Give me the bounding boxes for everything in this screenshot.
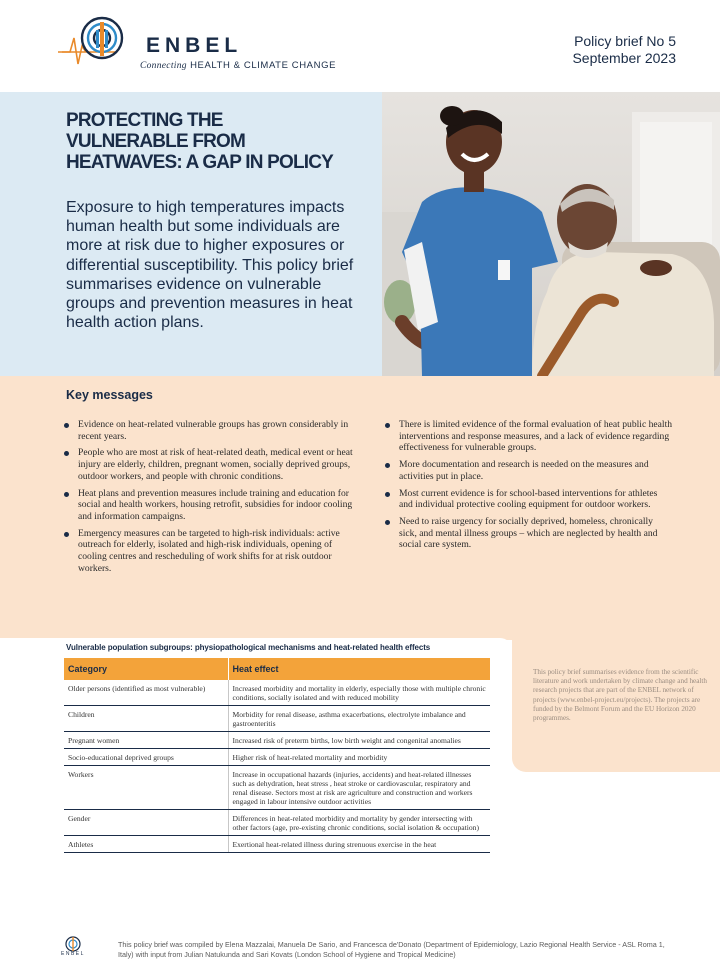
- footer-logo-word: ENBEL: [61, 951, 85, 957]
- category-cell: Athletes: [64, 836, 228, 853]
- category-cell: Older persons (identified as most vulnerable): [64, 680, 228, 706]
- table-row: [64, 749, 490, 766]
- key-messages-right-list: [383, 419, 673, 556]
- title-line: HEATWAVES: A GAP IN POLICY: [66, 152, 334, 173]
- tagline-rest: HEALTH & CLIMATE CHANGE: [190, 60, 337, 71]
- page-header: [0, 0, 720, 92]
- footer-credits: This policy brief was compiled by Elena Mazzalai, Manuela De Sario, and Francesca de'Donato (Department of Epidemiology, Lazio Regional Health Service - ASL Roma 1, Italy) with input from Julian Natukunda and Sari Kovats (London School of Hygiene and Tropical Medicine): [118, 940, 665, 959]
- brief-date: September 2023: [572, 50, 676, 66]
- category-cell: Socio-educational deprived groups: [64, 749, 228, 766]
- key-messages-title: Key messages: [66, 388, 153, 402]
- column-header-category: Category: [64, 658, 228, 680]
- table-caption: Vulnerable population subgroups: physiopathological mechanisms and heat-related health effects: [66, 643, 431, 652]
- effect-cell: Increase in occupational hazards (injuries, accidents) and heat-related illnesses such as dehydration, heat stress , heat stroke or cardiovascular, respiratory and renal disease. Sectors most at risk are agriculture and construction and workers engaged in labour intensive outdoor activities: [228, 766, 490, 810]
- table-row: [64, 766, 490, 810]
- list-item: Emergency measures can be targeted to high-risk individuals: active outreach for elderly, isolated and high-risk individuals, opening of cooling centres and rescheduling of work shifts for at risk outdoor workers.: [62, 528, 362, 575]
- nurse-and-elderly-man-illustration: [382, 92, 720, 376]
- logo-wordmark: ENBEL: [146, 34, 243, 57]
- table-row: [64, 836, 490, 853]
- page-title: [66, 110, 376, 173]
- category-cell: Children: [64, 706, 228, 732]
- effect-cell: Higher risk of heat-related mortality and morbidity: [228, 749, 490, 766]
- list-item: More documentation and research is needed on the measures and activities put in place.: [383, 459, 673, 482]
- title-line: PROTECTING THE: [66, 110, 223, 131]
- effect-cell: Exertional heat-related illness during strenuous exercise in the heat: [228, 836, 490, 853]
- brief-number: Policy brief No 5: [574, 33, 676, 49]
- title-line: VULNERABLE FROM: [66, 131, 246, 152]
- category-cell: Workers: [64, 766, 228, 810]
- hero-photo: [382, 92, 720, 376]
- list-item: Need to raise urgency for socially deprived, homeless, chronically sick, and mental illness groups – which are neglected by health and social care system.: [383, 516, 673, 551]
- key-messages-left-list: [62, 419, 362, 579]
- tagline-script: Connecting: [140, 61, 187, 71]
- effect-cell: Increased risk of preterm births, low birth weight and congenital anomalies: [228, 732, 490, 749]
- vulnerable-groups-table: [64, 658, 490, 853]
- table-row: [64, 706, 490, 732]
- logo-tagline: [140, 60, 336, 71]
- column-header-heat-effect: Heat effect: [228, 658, 490, 680]
- list-item: Most current evidence is for school-based interventions for athletes and individual protective cooling equipment for outdoor workers.: [383, 488, 673, 511]
- effect-cell: Differences in heat-related morbidity and mortality by gender intersecting with other factors (age, pre-existing chronic conditions, social isolation & occupation): [228, 810, 490, 836]
- enbel-logo: [56, 8, 376, 80]
- table-row: [64, 732, 490, 749]
- list-item: Heat plans and prevention measures include training and education for social and health workers, housing retrofit, subsidies for indoor cooling and information campaigns.: [62, 488, 362, 523]
- lead-paragraph: Exposure to high temperatures impacts human health but some individuals are more at risk due to higher exposures or differential susceptibility. This policy brief summarises evidence on vulnerable groups and prevention measures in heat health action plans.: [66, 199, 354, 332]
- effect-cell: Morbidity for renal disease, asthma exacerbations, electrolyte imbalance and gastroenteritis: [228, 706, 490, 732]
- brief-number-block: [572, 33, 676, 67]
- table-row: [64, 680, 490, 706]
- table-row: [64, 810, 490, 836]
- effect-cell: Increased morbidity and mortality in elderly, especially those with multiple chronic conditions, socially isolated and with reduced mobility: [228, 680, 490, 706]
- enbel-logo-mark-icon: [56, 8, 142, 72]
- category-cell: Gender: [64, 810, 228, 836]
- list-item: People who are most at risk of heat-related death, medical event or heat injury are elderly, children, pregnant women, socially deprived groups, outdoor workers, and people with chronic conditions.: [62, 447, 362, 482]
- list-item: Evidence on heat-related vulnerable groups has grown considerably in recent years.: [62, 419, 362, 442]
- side-note-text: This policy brief summarises evidence from the scientific literature and work undertaken by climate change and health research projects that are part of the ENBEL network of projects (www.enbel-project.eu/projects). The projects are funded by the Belmont Forum and the EU Horizon 2020 programmes.: [533, 668, 708, 723]
- category-cell: Pregnant women: [64, 732, 228, 749]
- list-item: There is limited evidence of the formal evaluation of heat public health interventions and response measures, and a lack of evidence regarding effectiveness for vulnerable groups.: [383, 419, 673, 454]
- table-header-row: [64, 658, 490, 680]
